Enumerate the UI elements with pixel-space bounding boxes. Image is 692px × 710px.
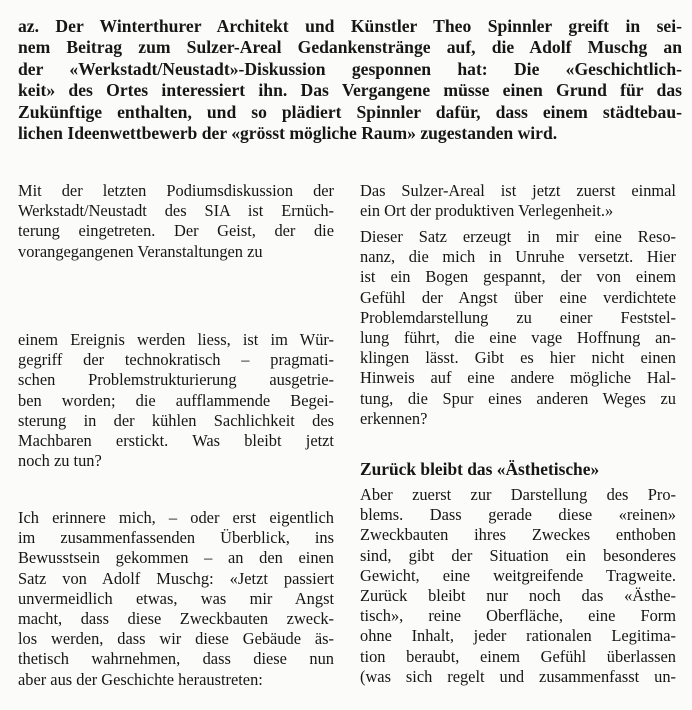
text-line: ein Ort der produktiven Verlegenheit.» xyxy=(360,201,614,221)
text-line: thetisch wahrnehmen, dass diese nun xyxy=(18,649,334,669)
text-line: macht, dass diese Zweckbauten zweck- xyxy=(18,609,334,629)
lead-line: lichen Ideenwettbewerb der «grösst mögliche Raum» zugestanden wird. xyxy=(18,123,558,144)
text-line: schen Problemstrukturierung ausgetrie- xyxy=(18,370,334,390)
text-line: gegriff der technokratisch – pragmati- xyxy=(18,350,334,370)
text-line: sterung in der kühlen Sachlichkeit des xyxy=(18,410,334,430)
text-line: Ich erinnere mich, – oder erst eigentlich xyxy=(18,508,334,527)
text-line: Dieser Satz erzeugt in mir eine Reso- xyxy=(360,227,676,246)
text-line: Hinweis auf eine andere mögliche Hal- xyxy=(360,368,676,388)
text-line: Satz von Adolf Muschg: «Jetzt passiert xyxy=(18,568,334,588)
text-line: lung führt, die eine vage Hoffnung an- xyxy=(360,328,676,348)
text-line: im zusammenfassenden Überblick, ins xyxy=(18,528,334,548)
text-line: ben worden; die aufflammende Begei- xyxy=(18,390,334,410)
text-line: Zurück bleibt nur noch das «Ästhe- xyxy=(360,586,676,606)
text-line: Bewusstsein gekommen – an den einen xyxy=(18,548,334,568)
text-line: Mit der letzten Podiumsdiskussion der xyxy=(18,181,334,200)
text-line: Gefühl der Angst über eine verdichtete xyxy=(360,287,676,307)
text-line: tion beraubt, einem Gefühl überlassen xyxy=(360,646,676,666)
text-line: Aber zuerst zur Darstellung des Pro- xyxy=(360,485,676,504)
text-line: tisch», reine Oberfläche, eine Form xyxy=(360,606,676,626)
right-column-para-2 xyxy=(360,227,676,429)
text-line: los werden, dass wir diese Gebäude äs- xyxy=(18,629,334,649)
text-line: aber aus der Geschichte heraustreten: xyxy=(18,669,263,689)
text-line: unvermeidlich etwas, was mir Angst xyxy=(18,588,334,608)
text-line: Das Sulzer-Areal ist jetzt zuerst einmal xyxy=(360,181,676,200)
text-line: tung, die Spur eines anderen Weges zu xyxy=(360,388,676,408)
text-line: noch zu tun? xyxy=(18,451,102,471)
text-line: blems. Dass gerade diese «reinen» xyxy=(360,505,676,525)
text-line: (was sich regelt und zusammenfasst un- xyxy=(360,666,676,686)
text-line: sind, gibt der Situation ein besonderes xyxy=(360,545,676,565)
text-line: Werkstadt/Neustadt des SIA ist Ernüch- xyxy=(18,201,334,221)
lead-paragraph xyxy=(18,16,682,144)
right-column-para-3 xyxy=(360,485,676,687)
right-column-para-1 xyxy=(360,181,676,221)
text-line: Problemdarstellung zu einer Feststel- xyxy=(360,307,676,327)
text-line: Zweckbauten ihres Zweckes enthoben xyxy=(360,525,676,545)
lead-line: nem Beitrag zum Sulzer-Areal Gedankenstränge auf, die Adolf Muschg an xyxy=(18,37,682,58)
text-line: ohne Inhalt, jeder rationalen Legitima- xyxy=(360,626,676,646)
text-line: ist ein Bogen gespannt, der von einem xyxy=(360,267,676,287)
text-line: einem Ereignis werden liess, ist im Wür- xyxy=(18,330,334,349)
left-column-para-2 xyxy=(18,330,334,471)
text-line: klingen lässt. Gibt es hier nicht einen xyxy=(360,348,676,368)
left-column-para-3 xyxy=(18,508,334,690)
lead-line: der «Werkstadt/Neustadt»-Diskussion gesponnen hat: Die «Geschichtlich- xyxy=(18,58,682,79)
left-column-para-1 xyxy=(18,181,334,262)
lead-line: Zukünftige enthalten, und so plädiert Spinnler dafür, dass einem städtebau- xyxy=(18,101,682,122)
text-line: erkennen? xyxy=(360,408,428,428)
text-line: Machbaren erstickt. Was bleibt jetzt xyxy=(18,431,334,451)
text-line: Gewicht, eine weitgreifende Tragweite. xyxy=(360,565,676,585)
lead-line: az. Der Winterthurer Architekt und Künstler Theo Spinnler greift in sei- xyxy=(18,16,682,36)
section-heading: Zurück bleibt das «Ästhetische» xyxy=(360,459,600,479)
text-line: nanz, die mich in Unruhe versetzt. Hier xyxy=(360,247,676,267)
text-line: terung eingetreten. Der Geist, der die xyxy=(18,221,334,241)
text-line: vorangegangenen Veranstaltungen zu xyxy=(18,241,263,261)
lead-line: keit» des Ortes interessiert ihn. Das Vergangene müsse einen Grund für das xyxy=(18,80,682,101)
